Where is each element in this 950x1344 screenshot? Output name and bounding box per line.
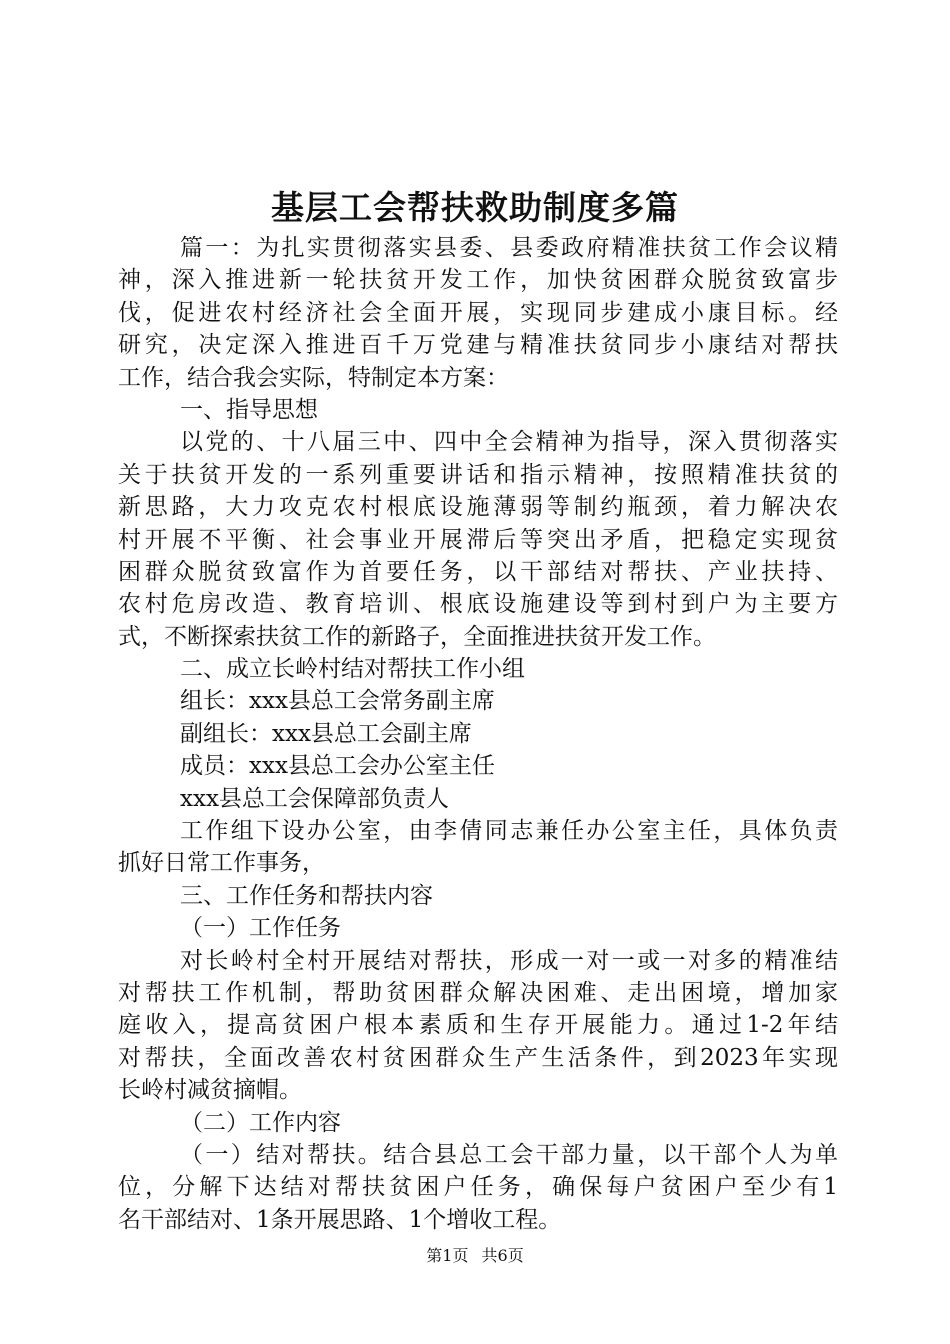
text-line: 成员：xxx县总工会办公室主任 (180, 753, 495, 780)
text-line: 工作，结合我会实际，特制定本方案： (118, 364, 509, 391)
text-line: 名干部结对、1条开展思路、1个增收工程。 (118, 1206, 562, 1233)
page-number-current: 第1页 (426, 1246, 469, 1265)
text-line: 一、指导思想 (180, 396, 318, 423)
text-line: 三、工作任务和帮扶内容 (180, 882, 433, 909)
text-line: （二）工作内容 (180, 1109, 341, 1136)
text-line: 篇一：为扎实贯彻落实县委、县委政府精准扶贫工作会议精 (180, 235, 838, 261)
text-line: 伐，促进农村经济社会全面开展，实现同步建成小康目标。经 (118, 299, 838, 326)
text-line: （一）结对帮扶。结合县总工会干部力量，以干部个人为单 (180, 1141, 838, 1168)
document-title: 基层工会帮扶救助制度多篇 (271, 188, 679, 227)
text-line: 副组长：xxx县总工会副主席 (180, 720, 472, 747)
document-body (118, 232, 838, 1236)
text-line: 组长：xxx县总工会常务副主席 (180, 688, 495, 715)
page-number-total: 共6页 (481, 1246, 524, 1265)
text-line: 对帮扶工作机制，帮助贫困群众解决困难、走出困境，增加家 (118, 979, 838, 1006)
text-line: 对帮扶，全面改善农村贫困群众生产生活条件，到2023年实现 (118, 1044, 838, 1071)
text-line: 神，深入推进新一轮扶贫开发工作，加快贫困群众脱贫致富步 (118, 267, 838, 294)
text-line: 研究，决定深入推进百千万党建与精准扶贫同步小康结对帮扶 (118, 332, 838, 359)
text-line: 困群众脱贫致富作为首要任务，以干部结对帮扶、产业扶持、 (118, 558, 838, 585)
text-line: 长岭村减贫摘帽。 (118, 1077, 302, 1104)
text-line: 二、成立长岭村结对帮扶工作小组 (180, 656, 525, 683)
text-line: 对长岭村全村开展结对帮扶，形成一对一或一对多的精准结 (180, 947, 838, 974)
text-line: 工作组下设办公室，由李倩同志兼任办公室主任，具体负责 (180, 818, 838, 845)
text-line: 以党的、十八届三中、四中全会精神为指导，深入贯彻落实 (180, 429, 838, 456)
text-line: 位，分解下达结对帮扶贫困户任务，确保每户贫困户至少有1 (118, 1174, 838, 1201)
text-line: 抓好日常工作事务， (118, 850, 325, 877)
text-line: xxx县总工会保障部负责人 (180, 785, 449, 812)
text-line: 农村危房改造、教育培训、根底设施建设等到村到户为主要方 (118, 591, 838, 618)
text-line: 式，不断探索扶贫工作的新路子，全面推进扶贫开发工作。 (118, 623, 716, 650)
text-line: 新思路，大力攻克农村根底设施薄弱等制约瓶颈，着力解决农 (118, 494, 838, 521)
text-line: 庭收入，提高贫困户根本素质和生存开展能力。通过1-2年结 (118, 1012, 838, 1039)
text-line: 关于扶贫开发的一系列重要讲话和指示精神，按照精准扶贫的 (118, 461, 838, 488)
text-line: （一）工作任务 (180, 915, 341, 942)
text-line: 村开展不平衡、社会事业开展滞后等突出矛盾，把稳定实现贫 (118, 526, 838, 553)
page-footer (0, 1246, 950, 1266)
